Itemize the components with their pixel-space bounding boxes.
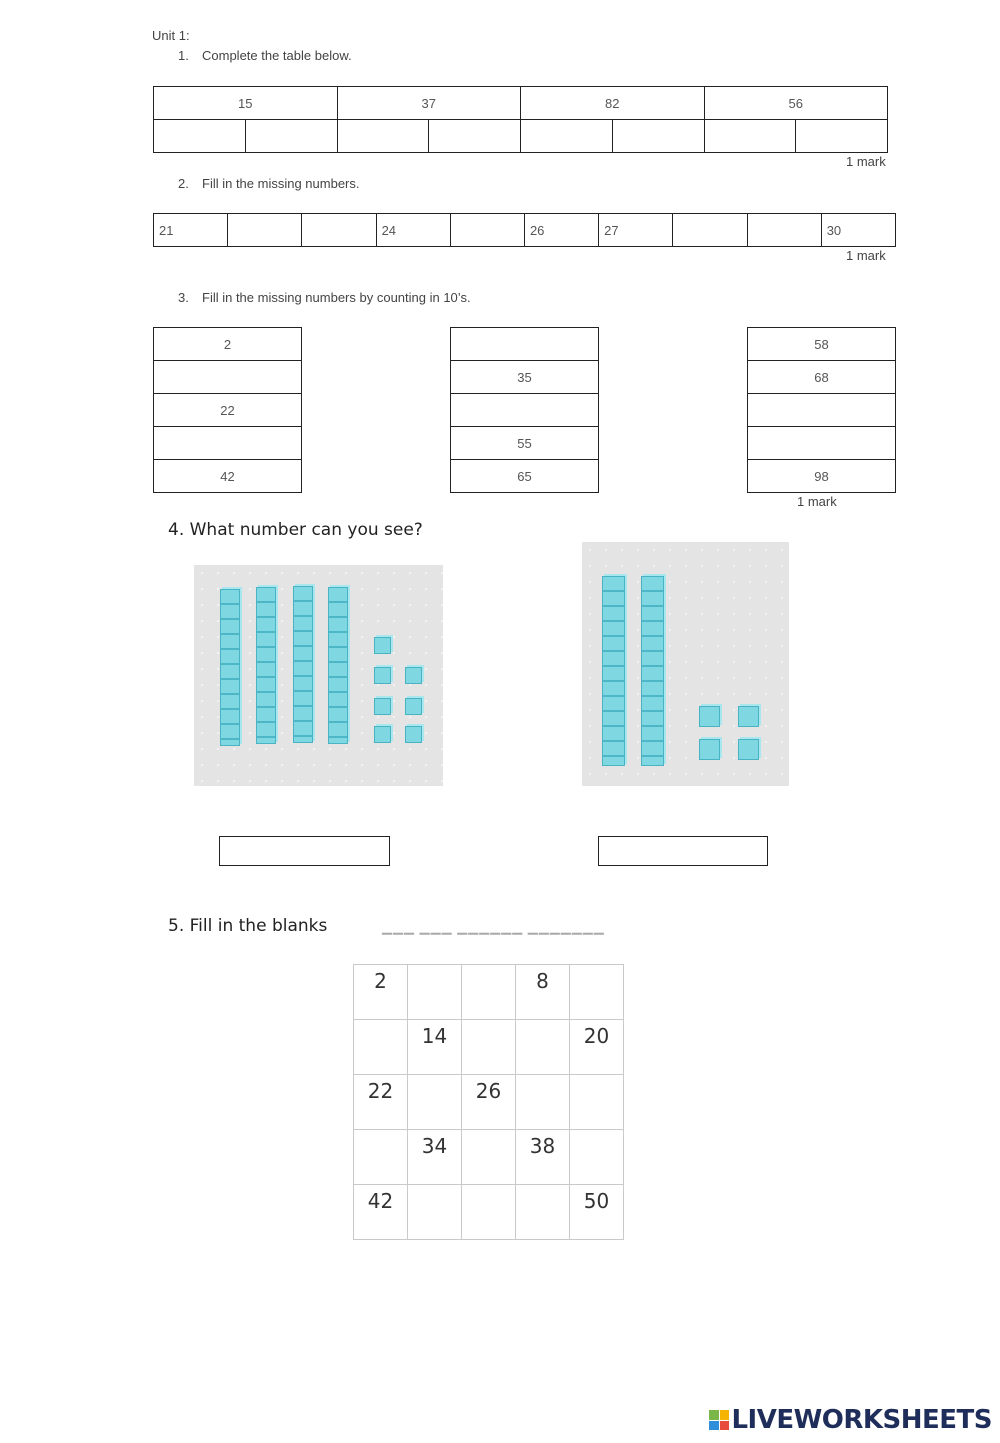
q3-blank-cell[interactable] xyxy=(154,361,302,394)
one-cube xyxy=(699,706,720,727)
ten-rod xyxy=(256,587,276,744)
q1-header: 37 xyxy=(337,87,521,120)
q3-cell: 55 xyxy=(451,427,599,460)
q1-answer-cell[interactable] xyxy=(521,120,613,153)
q3-cell: 35 xyxy=(451,361,599,394)
q2-cell: 27 xyxy=(599,214,673,247)
grid-cell: 50 xyxy=(570,1185,624,1240)
ten-rod xyxy=(641,576,664,766)
one-cube xyxy=(374,637,391,654)
ten-rod xyxy=(602,576,625,766)
q3-column-3 xyxy=(747,327,896,493)
q3-blank-cell[interactable] xyxy=(451,328,599,361)
q2-blank-cell[interactable] xyxy=(302,214,376,247)
question-5-title: 5. Fill in the blanks xyxy=(168,916,328,936)
liveworksheets-logo[interactable] xyxy=(709,1405,992,1435)
q3-blank-cell[interactable] xyxy=(748,394,896,427)
one-cube xyxy=(738,739,759,760)
q2-cell: 21 xyxy=(154,214,228,247)
q3-column-1 xyxy=(153,327,302,493)
unit-label: Unit 1: xyxy=(152,28,190,43)
q2-number-line xyxy=(153,213,896,247)
question-1 xyxy=(178,48,352,63)
q4-answer-box-1[interactable] xyxy=(219,836,390,866)
q5-number-grid xyxy=(353,964,624,1240)
q1-answer-cell[interactable] xyxy=(429,120,521,153)
q2-cell: 26 xyxy=(524,214,598,247)
question-3-number: 3. xyxy=(178,290,189,305)
one-cube xyxy=(699,739,720,760)
logo-square-4 xyxy=(720,1421,730,1431)
grid-blank-cell[interactable] xyxy=(570,965,624,1020)
q1-answer-cell[interactable] xyxy=(612,120,704,153)
one-cube xyxy=(738,706,759,727)
logo-mark-icon xyxy=(709,1410,729,1430)
grid-blank-cell[interactable] xyxy=(354,1130,408,1185)
grid-blank-cell[interactable] xyxy=(462,1185,516,1240)
grid-blank-cell[interactable] xyxy=(462,1130,516,1185)
q2-blank-cell[interactable] xyxy=(450,214,524,247)
grid-blank-cell[interactable] xyxy=(462,1020,516,1075)
grid-blank-cell[interactable] xyxy=(408,1075,462,1130)
question-3 xyxy=(178,290,471,305)
grid-blank-cell[interactable] xyxy=(570,1075,624,1130)
grid-cell: 8 xyxy=(516,965,570,1020)
one-cube xyxy=(405,698,422,715)
q2-blank-cell[interactable] xyxy=(673,214,747,247)
q3-blank-cell[interactable] xyxy=(154,427,302,460)
question-4-title: 4. What number can you see? xyxy=(168,520,423,540)
grid-blank-cell[interactable] xyxy=(408,1185,462,1240)
one-cube xyxy=(374,667,391,684)
q2-cell: 30 xyxy=(821,214,895,247)
grid-blank-cell[interactable] xyxy=(516,1075,570,1130)
logo-square-2 xyxy=(720,1410,730,1420)
q3-cell: 42 xyxy=(154,460,302,493)
q3-column-2 xyxy=(450,327,599,493)
q1-header: 15 xyxy=(154,87,338,120)
q3-cell: 58 xyxy=(748,328,896,361)
grid-cell: 2 xyxy=(354,965,408,1020)
q1-answer-cell[interactable] xyxy=(245,120,337,153)
question-1-number: 1. xyxy=(178,48,189,63)
grid-blank-cell[interactable] xyxy=(462,965,516,1020)
grid-blank-cell[interactable] xyxy=(516,1020,570,1075)
q1-header: 82 xyxy=(521,87,705,120)
q2-blank-cell[interactable] xyxy=(228,214,302,247)
q2-cell: 24 xyxy=(376,214,450,247)
logo-text: LIVEWORKSHEETS xyxy=(731,1405,992,1435)
question-3-text: Fill in the missing numbers by counting in 10’s. xyxy=(202,290,471,305)
q3-cell: 2 xyxy=(154,328,302,361)
q1-answer-cell[interactable] xyxy=(154,120,246,153)
cropped-heading-remnant: ▔▔▔ ▔▔▔ ▔▔▔▔▔▔ ▔▔▔▔▔▔▔ xyxy=(382,933,605,948)
grid-cell: 14 xyxy=(408,1020,462,1075)
one-cube xyxy=(405,667,422,684)
grid-cell: 26 xyxy=(462,1075,516,1130)
q1-mark: 1 mark xyxy=(846,154,886,169)
one-cube xyxy=(374,726,391,743)
q3-cell: 68 xyxy=(748,361,896,394)
q3-blank-cell[interactable] xyxy=(748,427,896,460)
q3-cell: 65 xyxy=(451,460,599,493)
question-2-number: 2. xyxy=(178,176,189,191)
q1-answer-cell[interactable] xyxy=(704,120,796,153)
question-2 xyxy=(178,176,360,191)
logo-square-3 xyxy=(709,1421,719,1431)
q1-answer-cell[interactable] xyxy=(337,120,429,153)
ten-rod xyxy=(220,589,240,746)
question-2-text: Fill in the missing numbers. xyxy=(202,176,360,191)
grid-blank-cell[interactable] xyxy=(408,965,462,1020)
grid-cell: 38 xyxy=(516,1130,570,1185)
logo-square-1 xyxy=(709,1410,719,1420)
q2-blank-cell[interactable] xyxy=(747,214,821,247)
base-ten-picture-2 xyxy=(582,542,789,786)
ten-rod xyxy=(293,586,313,743)
grid-blank-cell[interactable] xyxy=(354,1020,408,1075)
q3-mark: 1 mark xyxy=(797,494,837,509)
base-ten-picture-1 xyxy=(194,565,443,786)
q1-table xyxy=(153,86,888,153)
q1-header: 56 xyxy=(704,87,888,120)
grid-blank-cell[interactable] xyxy=(516,1185,570,1240)
grid-cell: 34 xyxy=(408,1130,462,1185)
grid-blank-cell[interactable] xyxy=(570,1130,624,1185)
one-cube xyxy=(374,698,391,715)
q3-cell: 98 xyxy=(748,460,896,493)
grid-cell: 20 xyxy=(570,1020,624,1075)
grid-cell: 42 xyxy=(354,1185,408,1240)
one-cube xyxy=(405,726,422,743)
q3-blank-cell[interactable] xyxy=(451,394,599,427)
q1-answer-cell[interactable] xyxy=(796,120,888,153)
q3-cell: 22 xyxy=(154,394,302,427)
q2-mark: 1 mark xyxy=(846,248,886,263)
q4-answer-box-2[interactable] xyxy=(598,836,768,866)
question-1-text: Complete the table below. xyxy=(202,48,352,63)
ten-rod xyxy=(328,587,348,744)
grid-cell: 22 xyxy=(354,1075,408,1130)
